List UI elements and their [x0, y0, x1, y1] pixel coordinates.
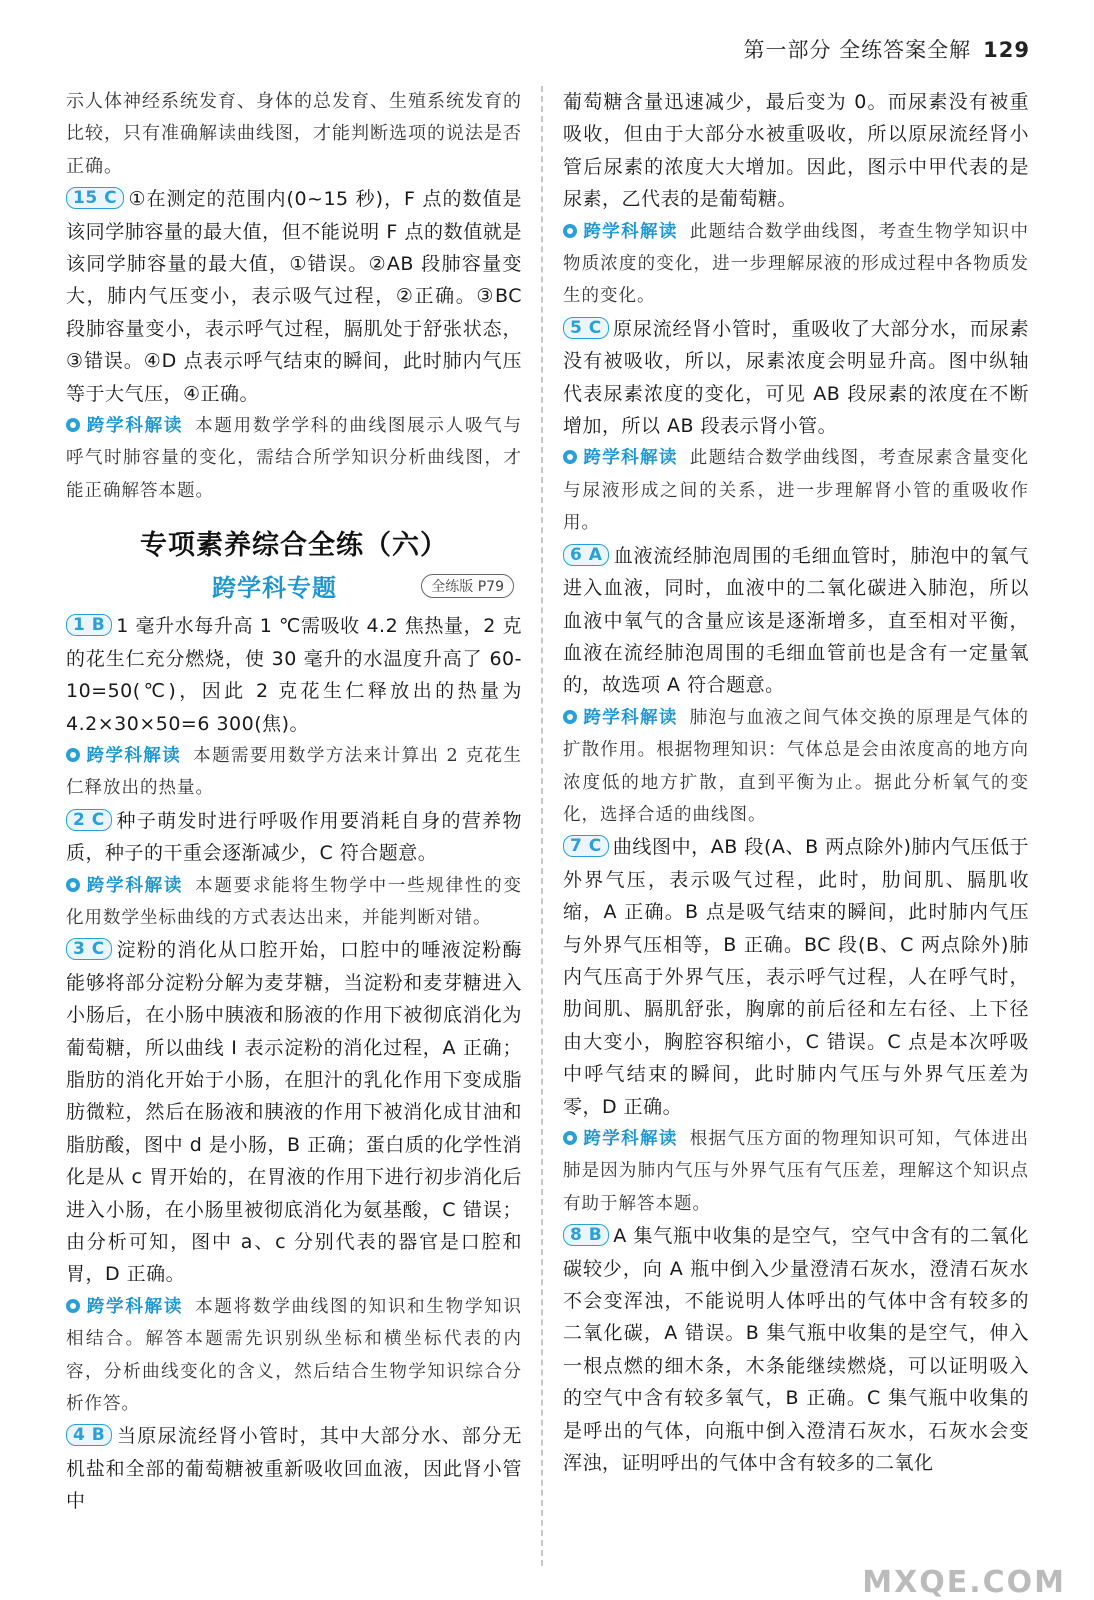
- watermark: MXQE.COM: [862, 1565, 1066, 1600]
- answer-text: 1 毫升水每升高 1 ℃需吸收 4.2 焦热量，2 克的花生仁充分燃烧，使 30 毫升的水温度升高了 60-10=50(℃)，因此 2 克花生仁释放出的热量为 4.2×30×50=6 300(焦)。: [66, 615, 522, 735]
- bullet-icon: [563, 450, 577, 464]
- continued-text: 葡萄糖含量迅速减少，最后变为 0。而尿素没有被重吸收，但由于大部分水被重吸收，所以原尿流经肾小管后尿素的浓度大大增加。因此，图示中甲代表的是尿素，乙代表的是葡萄糖。: [563, 91, 1029, 211]
- answer-text: 原尿流经肾小管时，重吸收了大部分水，而尿素没有被吸收，所以，尿素浓度会明显升高。图中纵轴代表尿素浓度的变化，可见 AB 段尿素的浓度在不断增加，所以 AB 段表示肾小管。: [563, 317, 1029, 438]
- answer-badge: 1 B: [66, 614, 112, 636]
- column-divider: [541, 86, 543, 1566]
- bullet-icon: [563, 224, 577, 238]
- note-text: 本题将数学曲线图的知识和生物学知识相结合。解答本题需先识别纵坐标和横坐标代表的内容，分析曲线变化的含义，然后结合生物学知识综合分析作答。: [66, 1296, 523, 1415]
- answer-3: [66, 934, 522, 1420]
- answer-15: [66, 183, 522, 507]
- bullet-icon: [563, 1131, 577, 1145]
- answer-8: [563, 1220, 1029, 1479]
- continued-note: 示人体神经系统发育、身体的总发育、生殖系统发育的比较，只有准确解读曲线图，才能判断选项的说法是否正确。: [66, 91, 522, 177]
- left-column: [66, 86, 522, 1518]
- subtitle: 跨学科专题: [212, 574, 337, 603]
- answer-badge: 7 C: [563, 835, 609, 857]
- answer-text: 种子萌发时进行呼吸作用要消耗自身的营养物质，种子的干重会逐渐减少，C 符合题意。: [66, 809, 522, 865]
- note-text: 本题用数学学科的曲线图展示人吸气与呼气时肺容量的变化，需结合所学知识分析曲线图，才能正确解答本题。: [66, 416, 523, 501]
- answer-4: [66, 1420, 522, 1517]
- page-header: [743, 34, 1030, 64]
- answer-badge: 6 A: [563, 544, 609, 566]
- note-text: 本题需要用数学方法来计算出 2 克花生仁释放出的热量。: [66, 745, 522, 799]
- note-tag: 跨学科解读: [563, 708, 678, 728]
- bullet-icon: [563, 710, 577, 724]
- note-tag: 跨学科解读: [563, 222, 678, 242]
- note-text: 根据气压方面的物理知识可知，气体进出肺是因为肺内气压与外界气压有气压差，理解这个知识点有助于解答本题。: [563, 1129, 1030, 1214]
- answer-6: [563, 540, 1029, 832]
- note-text: 此题结合数学曲线图，考查生物学知识中物质浓度的变化，进一步理解尿液的形成过程中各物质发生的变化。: [563, 221, 1030, 307]
- answer-badge: 2 C: [66, 809, 112, 831]
- header-section: 第一部分 全练答案全解: [743, 38, 972, 62]
- note-tag: 跨学科解读: [66, 876, 183, 896]
- answer-text: 血液流经肺泡周围的毛细血管时，肺泡中的氧气进入血液，同时，血液中的二氧化碳进入肺泡，所以血液中氧气的含量应该是逐渐增多，直至相对平衡，血液在流经肺泡周围的毛细血管前也是含有一定量氧的，故选项 A 符合题意。: [563, 544, 1029, 697]
- answer-badge: 8 B: [563, 1224, 609, 1246]
- note-tag: 跨学科解读: [66, 416, 183, 436]
- answer-2: [66, 805, 522, 935]
- answer-text: ①在测定的范围内(0~15 秒)，F 点的数值是该同学肺容量的最大值，但不能说明 F 点的数值就是该同学肺容量的最大值，①错误。②AB 段肺容量变大，肺内气压变小，表示吸气过程，②正确。③BC 段肺容量变小，表示呼气过程，膈肌处于舒张状态，③错误。④D 点表示呼气结束的瞬间，此时肺内气压等于大气压，④正确。: [66, 188, 522, 405]
- answer-1: [66, 610, 522, 804]
- bullet-icon: [66, 418, 80, 432]
- answer-badge: 5 C: [563, 317, 609, 339]
- answer-7: [563, 831, 1029, 1220]
- answer-badge: 4 B: [66, 1424, 112, 1446]
- note-tag: 跨学科解读: [563, 1129, 678, 1149]
- answer-text: 当原尿流经肾小管时，其中大部分水、部分无机盐和全部的葡萄糖被重新吸收回血液，因此肾小管中: [66, 1425, 522, 1513]
- page-number: 129: [983, 38, 1030, 62]
- note-tag: 跨学科解读: [66, 1297, 183, 1317]
- note-text: 本题要求能将生物学中一些规律性的变化用数学坐标曲线的方式表达出来，并能判断对错。: [66, 875, 523, 928]
- section-title: 专项素养综合全练（六）: [140, 530, 448, 562]
- answer-badge: 3 C: [66, 938, 112, 960]
- bullet-icon: [66, 878, 80, 892]
- answer-text: 曲线图中，AB 段(A、B 两点除外)肺内气压低于外界气压，表示吸气过程，此时，肋间肌、膈肌收缩，A 正确。B 点是吸气结束的瞬间，此时肺内气压与外界气压相等，B 正确。BC 段(B、C 两点除外)肺内气压高于外界气压，表示呼气过程，人在呼气时，肋间肌、膈肌舒张，胸廓的前后径和左右径、上下径由大变小，胸腔容积缩小，C 错误。C 点是本次呼吸中呼气结束的瞬间，此时肺内气压与外界气压差为零，D 正确。: [563, 836, 1029, 1118]
- answer-5: [563, 313, 1029, 540]
- note-tag: 跨学科解读: [66, 746, 181, 766]
- bullet-icon: [66, 1299, 80, 1313]
- answer-text: 淀粉的消化从口腔开始，口腔中的唾液淀粉酶能够将部分淀粉分解为麦芽糖，当淀粉和麦芽糖进入小肠后，在小肠中胰液和肠液的作用下被彻底消化为葡萄糖，所以曲线 Ⅰ 表示淀粉的消化过程，A 正确；脂肪的消化开始于小肠，在胆汁的乳化作用下变成脂肪微粒，然后在肠液和胰液的作用下被消化成甘油和脂肪酸，图中 d 是小肠，B 正确；蛋白质的化学性消化是从 c 胃开始的，在胃液的作用下进行初步消化后进入小肠，在小肠里被彻底消化为氨基酸，C 错误；由分析可知，图中 a、c 分别代表的器官是口腔和胃，D 正确。: [66, 939, 522, 1286]
- right-column: [563, 86, 1029, 1479]
- note-text: 此题结合数学曲线图，考查尿素含量变化与尿液形成之间的关系，进一步理解肾小管的重吸收作用。: [563, 448, 1030, 534]
- note-tag: 跨学科解读: [563, 448, 678, 468]
- note-text: 肺泡与血液之间气体交换的原理是气体的扩散作用。根据物理知识：气体总是会由浓度高的地方向浓度低的地方扩散，直到平衡为止。据此分析氧气的变化，选择合适的曲线图。: [563, 707, 1030, 825]
- answer-badge: 15 C: [66, 187, 124, 209]
- answer-text: A 集气瓶中收集的是空气，空气中含有的二氧化碳较少，向 A 瓶中倒入少量澄清石灰水，澄清石灰水不会变浑浊，不能说明人体呼出的气体中含有较多的二氧化碳，A 错误。B 集气瓶中收集的是空气，伸入一根点燃的细木条，木条能继续燃烧，可以证明吸入的空气中含有较多氧气，B 正确。C 集气瓶中收集的是呼出的气体，向瓶中倒入澄清石灰水，石灰水会变浑浊，证明呼出的气体中含有较多的二氧化: [563, 1225, 1029, 1475]
- bullet-icon: [66, 748, 80, 762]
- reference-badge: 全练版 P79: [421, 574, 514, 598]
- subtitle-row: [66, 568, 522, 606]
